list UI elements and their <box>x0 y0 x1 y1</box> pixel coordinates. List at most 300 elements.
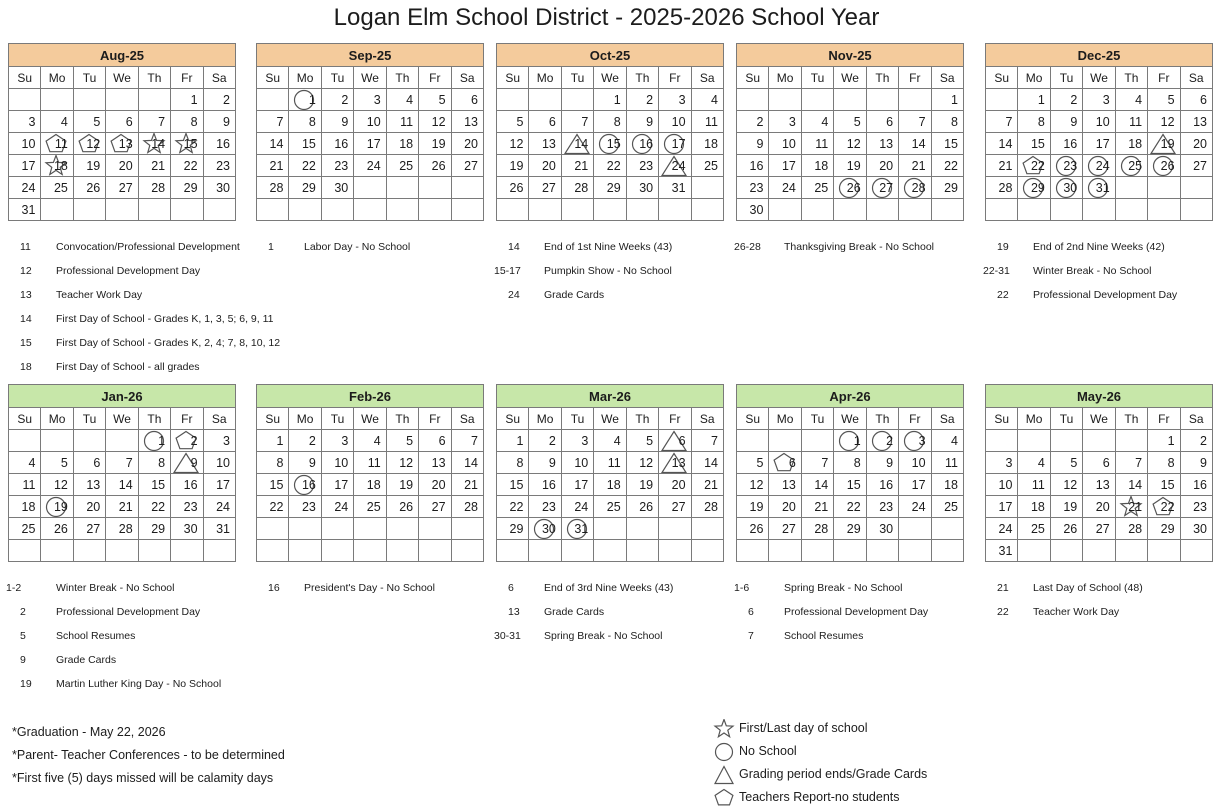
calendar-day <box>203 89 235 111</box>
note-text: Spring Break - No School <box>544 630 663 642</box>
note-date: 13 <box>508 606 520 618</box>
calendar-day <box>986 540 1018 562</box>
day-number: 17 <box>1095 136 1110 151</box>
calendar-day <box>321 133 353 155</box>
calendar-day <box>899 474 931 496</box>
weekday-header: We <box>594 408 626 430</box>
day-number: 21 <box>574 158 589 173</box>
weekday-header: Tu <box>321 67 353 89</box>
day-number: 10 <box>366 114 381 129</box>
weekday-header: Sa <box>691 408 723 430</box>
empty-day-cell <box>321 540 353 562</box>
day-number: 2 <box>1200 433 1207 448</box>
weekday-header: Fr <box>659 408 691 430</box>
day-number: 27 <box>431 499 446 514</box>
day-number: 2 <box>190 433 198 448</box>
day-number: 5 <box>406 433 414 448</box>
calendar-day <box>386 496 418 518</box>
empty-day-cell <box>594 199 626 221</box>
weekday-header: We <box>1083 67 1115 89</box>
weekday-header: Tu <box>1050 67 1082 89</box>
calendar-day <box>986 518 1018 540</box>
calendar-day <box>451 155 483 177</box>
day-number: 7 <box>918 114 926 129</box>
calendar-day <box>497 430 529 452</box>
day-number: 23 <box>183 499 198 514</box>
note-text: End of 3rd Nine Weeks (43) <box>544 582 674 594</box>
calendar-day <box>289 111 321 133</box>
note-text: Last Day of School (48) <box>1033 582 1143 594</box>
weekday-header: Mo <box>1018 408 1050 430</box>
note-date: 1-2 <box>6 582 22 594</box>
note-text: Spring Break - No School <box>784 582 903 594</box>
calendar-day <box>594 452 626 474</box>
weekday-header: Th <box>866 408 898 430</box>
calendar-day <box>41 155 73 177</box>
weekday-header: We <box>834 67 866 89</box>
empty-day-cell <box>354 518 386 540</box>
day-number: 25 <box>606 499 621 514</box>
day-number: 16 <box>1193 477 1207 492</box>
calendar-day <box>986 133 1018 155</box>
day-number: 13 <box>879 136 894 151</box>
day-number: 10 <box>334 455 349 470</box>
weekday-header: Su <box>257 67 289 89</box>
calendar-day <box>386 430 418 452</box>
calendar-day <box>289 474 321 496</box>
day-number: 10 <box>1095 114 1110 129</box>
day-number: 1 <box>853 433 861 448</box>
day-number: 31 <box>1095 180 1110 195</box>
empty-day-cell <box>1115 540 1147 562</box>
calendar-day <box>321 89 353 111</box>
note-date: 15-17 <box>494 265 521 277</box>
weekday-header: We <box>106 67 138 89</box>
note-date: 12 <box>20 265 32 277</box>
empty-day-cell <box>419 199 451 221</box>
day-number: 20 <box>464 136 478 151</box>
empty-day-cell <box>9 430 41 452</box>
day-number: 3 <box>1005 455 1013 470</box>
empty-day-cell <box>1180 540 1212 562</box>
day-number: 30 <box>1193 521 1207 536</box>
note-date: 16 <box>268 582 280 594</box>
calendar-day <box>626 474 658 496</box>
empty-day-cell <box>1180 199 1212 221</box>
weekday-header: Th <box>138 67 170 89</box>
day-number: 3 <box>581 433 589 448</box>
calendar-day <box>737 199 769 221</box>
calendar-day <box>691 452 723 474</box>
calendar-day <box>529 474 561 496</box>
calendar-day <box>1148 133 1180 155</box>
month-header: Oct-25 <box>497 44 724 67</box>
day-number: 18 <box>1030 499 1045 514</box>
empty-day-cell <box>1115 177 1147 199</box>
calendar-day <box>203 111 235 133</box>
day-number: 5 <box>438 92 446 107</box>
day-number: 2 <box>886 433 894 448</box>
empty-day-cell <box>737 89 769 111</box>
weekday-header: Fr <box>899 408 931 430</box>
day-number: 9 <box>223 114 230 129</box>
calendar-day <box>659 430 691 452</box>
calendar-day <box>451 111 483 133</box>
calendar-day <box>626 430 658 452</box>
calendar-day <box>41 496 73 518</box>
calendar-day <box>659 89 691 111</box>
note-date: 14 <box>508 241 520 253</box>
empty-day-cell <box>1083 199 1115 221</box>
weekday-header: Th <box>626 67 658 89</box>
calendar-day <box>801 518 833 540</box>
calendar-day <box>737 496 769 518</box>
calendar-day <box>1115 133 1147 155</box>
calendar-day <box>1018 474 1050 496</box>
day-number: 23 <box>334 158 349 173</box>
day-number: 28 <box>151 180 166 195</box>
day-number: 21 <box>998 158 1013 173</box>
day-number: 10 <box>781 136 796 151</box>
day-number: 27 <box>464 158 478 173</box>
empty-day-cell <box>769 199 801 221</box>
legend-item <box>713 719 953 739</box>
calendar-day <box>1180 133 1212 155</box>
day-number: 19 <box>846 158 861 173</box>
calendar-day <box>497 111 529 133</box>
calendar-day <box>138 452 170 474</box>
empty-day-cell <box>73 540 105 562</box>
note-text: School Resumes <box>56 630 136 642</box>
weekday-header: Su <box>737 408 769 430</box>
note-text: End of 1st Nine Weeks (43) <box>544 241 673 253</box>
weekday-header: Sa <box>203 67 235 89</box>
day-number: 9 <box>1200 455 1207 470</box>
calendar-day <box>171 496 203 518</box>
empty-day-cell <box>529 89 561 111</box>
calendar-day <box>73 111 105 133</box>
month-header: Mar-26 <box>497 385 724 408</box>
calendar-day <box>899 177 931 199</box>
day-number: 25 <box>814 180 829 195</box>
day-number: 26 <box>509 180 524 195</box>
calendar-day <box>1018 89 1050 111</box>
calendar-day <box>691 111 723 133</box>
day-number: 25 <box>1128 158 1143 173</box>
calendar-day <box>866 452 898 474</box>
day-number: 2 <box>341 92 349 107</box>
weekday-header: Su <box>257 408 289 430</box>
day-number: 24 <box>911 499 926 514</box>
calendar-day <box>986 111 1018 133</box>
calendar-day <box>9 111 41 133</box>
day-number: 7 <box>711 433 718 448</box>
weekday-header: Mo <box>289 408 321 430</box>
empty-day-cell <box>9 89 41 111</box>
day-number: 8 <box>1167 455 1175 470</box>
day-number: 17 <box>366 136 381 151</box>
day-number: 8 <box>853 455 861 470</box>
day-number: 26 <box>431 158 446 173</box>
day-number: 1 <box>158 433 166 448</box>
calendar-day <box>354 133 386 155</box>
calendar-day <box>171 430 203 452</box>
day-number: 27 <box>118 180 133 195</box>
weekday-header: We <box>594 67 626 89</box>
calendar-day <box>1180 111 1212 133</box>
day-number: 28 <box>574 180 589 195</box>
empty-day-cell <box>1180 177 1212 199</box>
day-number: 5 <box>853 114 861 129</box>
calendar-day <box>1018 155 1050 177</box>
empty-day-cell <box>106 430 138 452</box>
day-number: 31 <box>21 202 36 217</box>
day-number: 21 <box>118 499 133 514</box>
day-number: 8 <box>190 114 198 129</box>
weekday-header: Fr <box>1148 67 1180 89</box>
weekday-header: Th <box>626 408 658 430</box>
calendar-day <box>1018 111 1050 133</box>
calendar-day <box>419 430 451 452</box>
day-number: 24 <box>781 180 796 195</box>
empty-day-cell <box>691 177 723 199</box>
day-number: 4 <box>821 114 829 129</box>
day-number: 28 <box>814 521 829 536</box>
calendar-day <box>451 430 483 452</box>
day-number: 4 <box>711 92 718 107</box>
calendar-day <box>626 133 658 155</box>
calendar-day <box>451 474 483 496</box>
empty-day-cell <box>769 430 801 452</box>
day-number: 5 <box>1070 455 1078 470</box>
month-calendar <box>496 384 724 562</box>
empty-day-cell <box>1018 199 1050 221</box>
calendar-day <box>1115 89 1147 111</box>
calendar-day <box>834 496 866 518</box>
day-number: 24 <box>1095 158 1110 173</box>
calendar-day <box>1115 452 1147 474</box>
day-number: 16 <box>216 136 230 151</box>
empty-day-cell <box>41 199 73 221</box>
calendar-day <box>257 496 289 518</box>
calendar-day <box>1180 496 1212 518</box>
note-text: Pumpkin Show - No School <box>544 265 672 277</box>
legend-item <box>713 742 953 762</box>
month-calendar <box>736 43 964 221</box>
calendar-day <box>801 177 833 199</box>
calendar-day <box>899 452 931 474</box>
day-number: 22 <box>846 499 861 514</box>
day-number: 10 <box>216 455 230 470</box>
calendar-day <box>737 518 769 540</box>
day-number: 27 <box>541 180 556 195</box>
empty-day-cell <box>497 89 529 111</box>
calendar-day <box>289 452 321 474</box>
month-calendar <box>985 43 1213 221</box>
weekday-header: Tu <box>561 67 593 89</box>
weekday-header: We <box>834 408 866 430</box>
calendar-day <box>931 133 963 155</box>
empty-day-cell <box>41 540 73 562</box>
day-number: 13 <box>431 455 446 470</box>
calendar-day <box>931 496 963 518</box>
day-number: 13 <box>781 477 796 492</box>
empty-day-cell <box>801 199 833 221</box>
calendar-day <box>73 518 105 540</box>
day-number: 20 <box>879 158 894 173</box>
calendar-day <box>1050 177 1082 199</box>
weekday-header: Fr <box>419 408 451 430</box>
day-number: 16 <box>183 477 198 492</box>
calendar-day <box>561 111 593 133</box>
calendar-day <box>1083 452 1115 474</box>
empty-day-cell <box>106 89 138 111</box>
day-number: 1 <box>613 92 621 107</box>
empty-day-cell <box>354 177 386 199</box>
day-number: 7 <box>125 455 133 470</box>
day-number: 24 <box>21 180 36 195</box>
day-number: 27 <box>671 499 686 514</box>
empty-day-cell <box>73 430 105 452</box>
day-number: 4 <box>60 114 68 129</box>
day-number: 13 <box>86 477 101 492</box>
calendar-day <box>451 496 483 518</box>
calendar-day <box>203 177 235 199</box>
calendar-day <box>691 430 723 452</box>
calendar-day <box>1018 133 1050 155</box>
legend-label: Teachers Report-no students <box>739 790 900 804</box>
note-date: 7 <box>748 630 754 642</box>
calendar-day <box>106 155 138 177</box>
calendar-day <box>1083 496 1115 518</box>
calendar-day <box>321 155 353 177</box>
calendar-day <box>834 177 866 199</box>
day-number: 22 <box>1160 499 1175 514</box>
empty-day-cell <box>594 518 626 540</box>
calendar-day <box>931 452 963 474</box>
weekday-header: Th <box>386 67 418 89</box>
note-date: 15 <box>20 337 32 349</box>
calendar-day <box>594 430 626 452</box>
day-number: 3 <box>1102 92 1110 107</box>
day-number: 2 <box>548 433 556 448</box>
empty-day-cell <box>899 540 931 562</box>
empty-day-cell <box>106 540 138 562</box>
weekday-header: Th <box>1115 408 1147 430</box>
day-number: 15 <box>183 136 198 151</box>
day-number: 23 <box>541 499 556 514</box>
calendar-day <box>1148 89 1180 111</box>
calendar-day <box>73 474 105 496</box>
month-calendar <box>496 43 724 221</box>
day-number: 9 <box>886 455 894 470</box>
day-number: 25 <box>21 521 36 536</box>
day-number: 29 <box>846 521 861 536</box>
day-number: 24 <box>998 521 1013 536</box>
month-header: Jan-26 <box>9 385 236 408</box>
empty-day-cell <box>451 518 483 540</box>
day-number: 21 <box>704 477 718 492</box>
calendar-day <box>626 452 658 474</box>
weekday-header: Tu <box>801 408 833 430</box>
month-calendar <box>985 384 1213 562</box>
calendar-day <box>9 518 41 540</box>
day-number: 28 <box>1128 521 1143 536</box>
calendar-day <box>171 133 203 155</box>
day-number: 1 <box>951 92 958 107</box>
empty-day-cell <box>419 518 451 540</box>
day-number: 3 <box>373 92 381 107</box>
calendar-day <box>691 474 723 496</box>
day-number: 18 <box>606 477 621 492</box>
calendar-day <box>834 474 866 496</box>
footnote: *Parent- Teacher Conferences - to be determined <box>12 748 285 762</box>
day-number: 5 <box>1167 92 1175 107</box>
day-number: 1 <box>1167 433 1175 448</box>
weekday-header: Tu <box>321 408 353 430</box>
empty-day-cell <box>138 199 170 221</box>
empty-day-cell <box>138 89 170 111</box>
empty-day-cell <box>691 518 723 540</box>
empty-day-cell <box>321 518 353 540</box>
day-number: 1 <box>190 92 198 107</box>
note-text: Winter Break - No School <box>56 582 175 594</box>
calendar-day <box>801 111 833 133</box>
empty-day-cell <box>41 430 73 452</box>
day-number: 8 <box>276 455 284 470</box>
day-number: 7 <box>471 433 478 448</box>
calendar-day <box>529 155 561 177</box>
note-date: 24 <box>508 289 520 301</box>
day-number: 20 <box>1095 499 1110 514</box>
calendar-day <box>171 452 203 474</box>
empty-day-cell <box>497 199 529 221</box>
calendar-day <box>386 89 418 111</box>
day-number: 14 <box>464 455 478 470</box>
day-number: 19 <box>86 158 101 173</box>
day-number: 23 <box>879 499 894 514</box>
day-number: 31 <box>574 521 589 536</box>
calendar-day <box>1050 496 1082 518</box>
calendar-day <box>138 474 170 496</box>
calendar-day <box>1148 518 1180 540</box>
calendar-day <box>138 430 170 452</box>
weekday-header: Su <box>497 408 529 430</box>
calendar-day <box>41 452 73 474</box>
note-text: Martin Luther King Day - No School <box>56 678 222 690</box>
day-number: 4 <box>28 455 36 470</box>
calendar-day <box>1050 474 1082 496</box>
calendar-day <box>203 133 235 155</box>
day-number: 26 <box>1063 521 1078 536</box>
calendar-day <box>1148 452 1180 474</box>
calendar-day <box>866 111 898 133</box>
calendar-day <box>386 155 418 177</box>
calendar-day <box>257 474 289 496</box>
weekday-header: Th <box>386 408 418 430</box>
legend-item <box>713 788 953 808</box>
calendar-day <box>1180 452 1212 474</box>
weekday-header: Sa <box>691 67 723 89</box>
weekday-header: We <box>354 408 386 430</box>
calendar-day <box>386 452 418 474</box>
empty-day-cell <box>561 199 593 221</box>
day-number: 19 <box>639 477 654 492</box>
calendar-day <box>899 496 931 518</box>
calendar-day <box>899 133 931 155</box>
day-number: 17 <box>998 499 1013 514</box>
calendar-day <box>691 133 723 155</box>
